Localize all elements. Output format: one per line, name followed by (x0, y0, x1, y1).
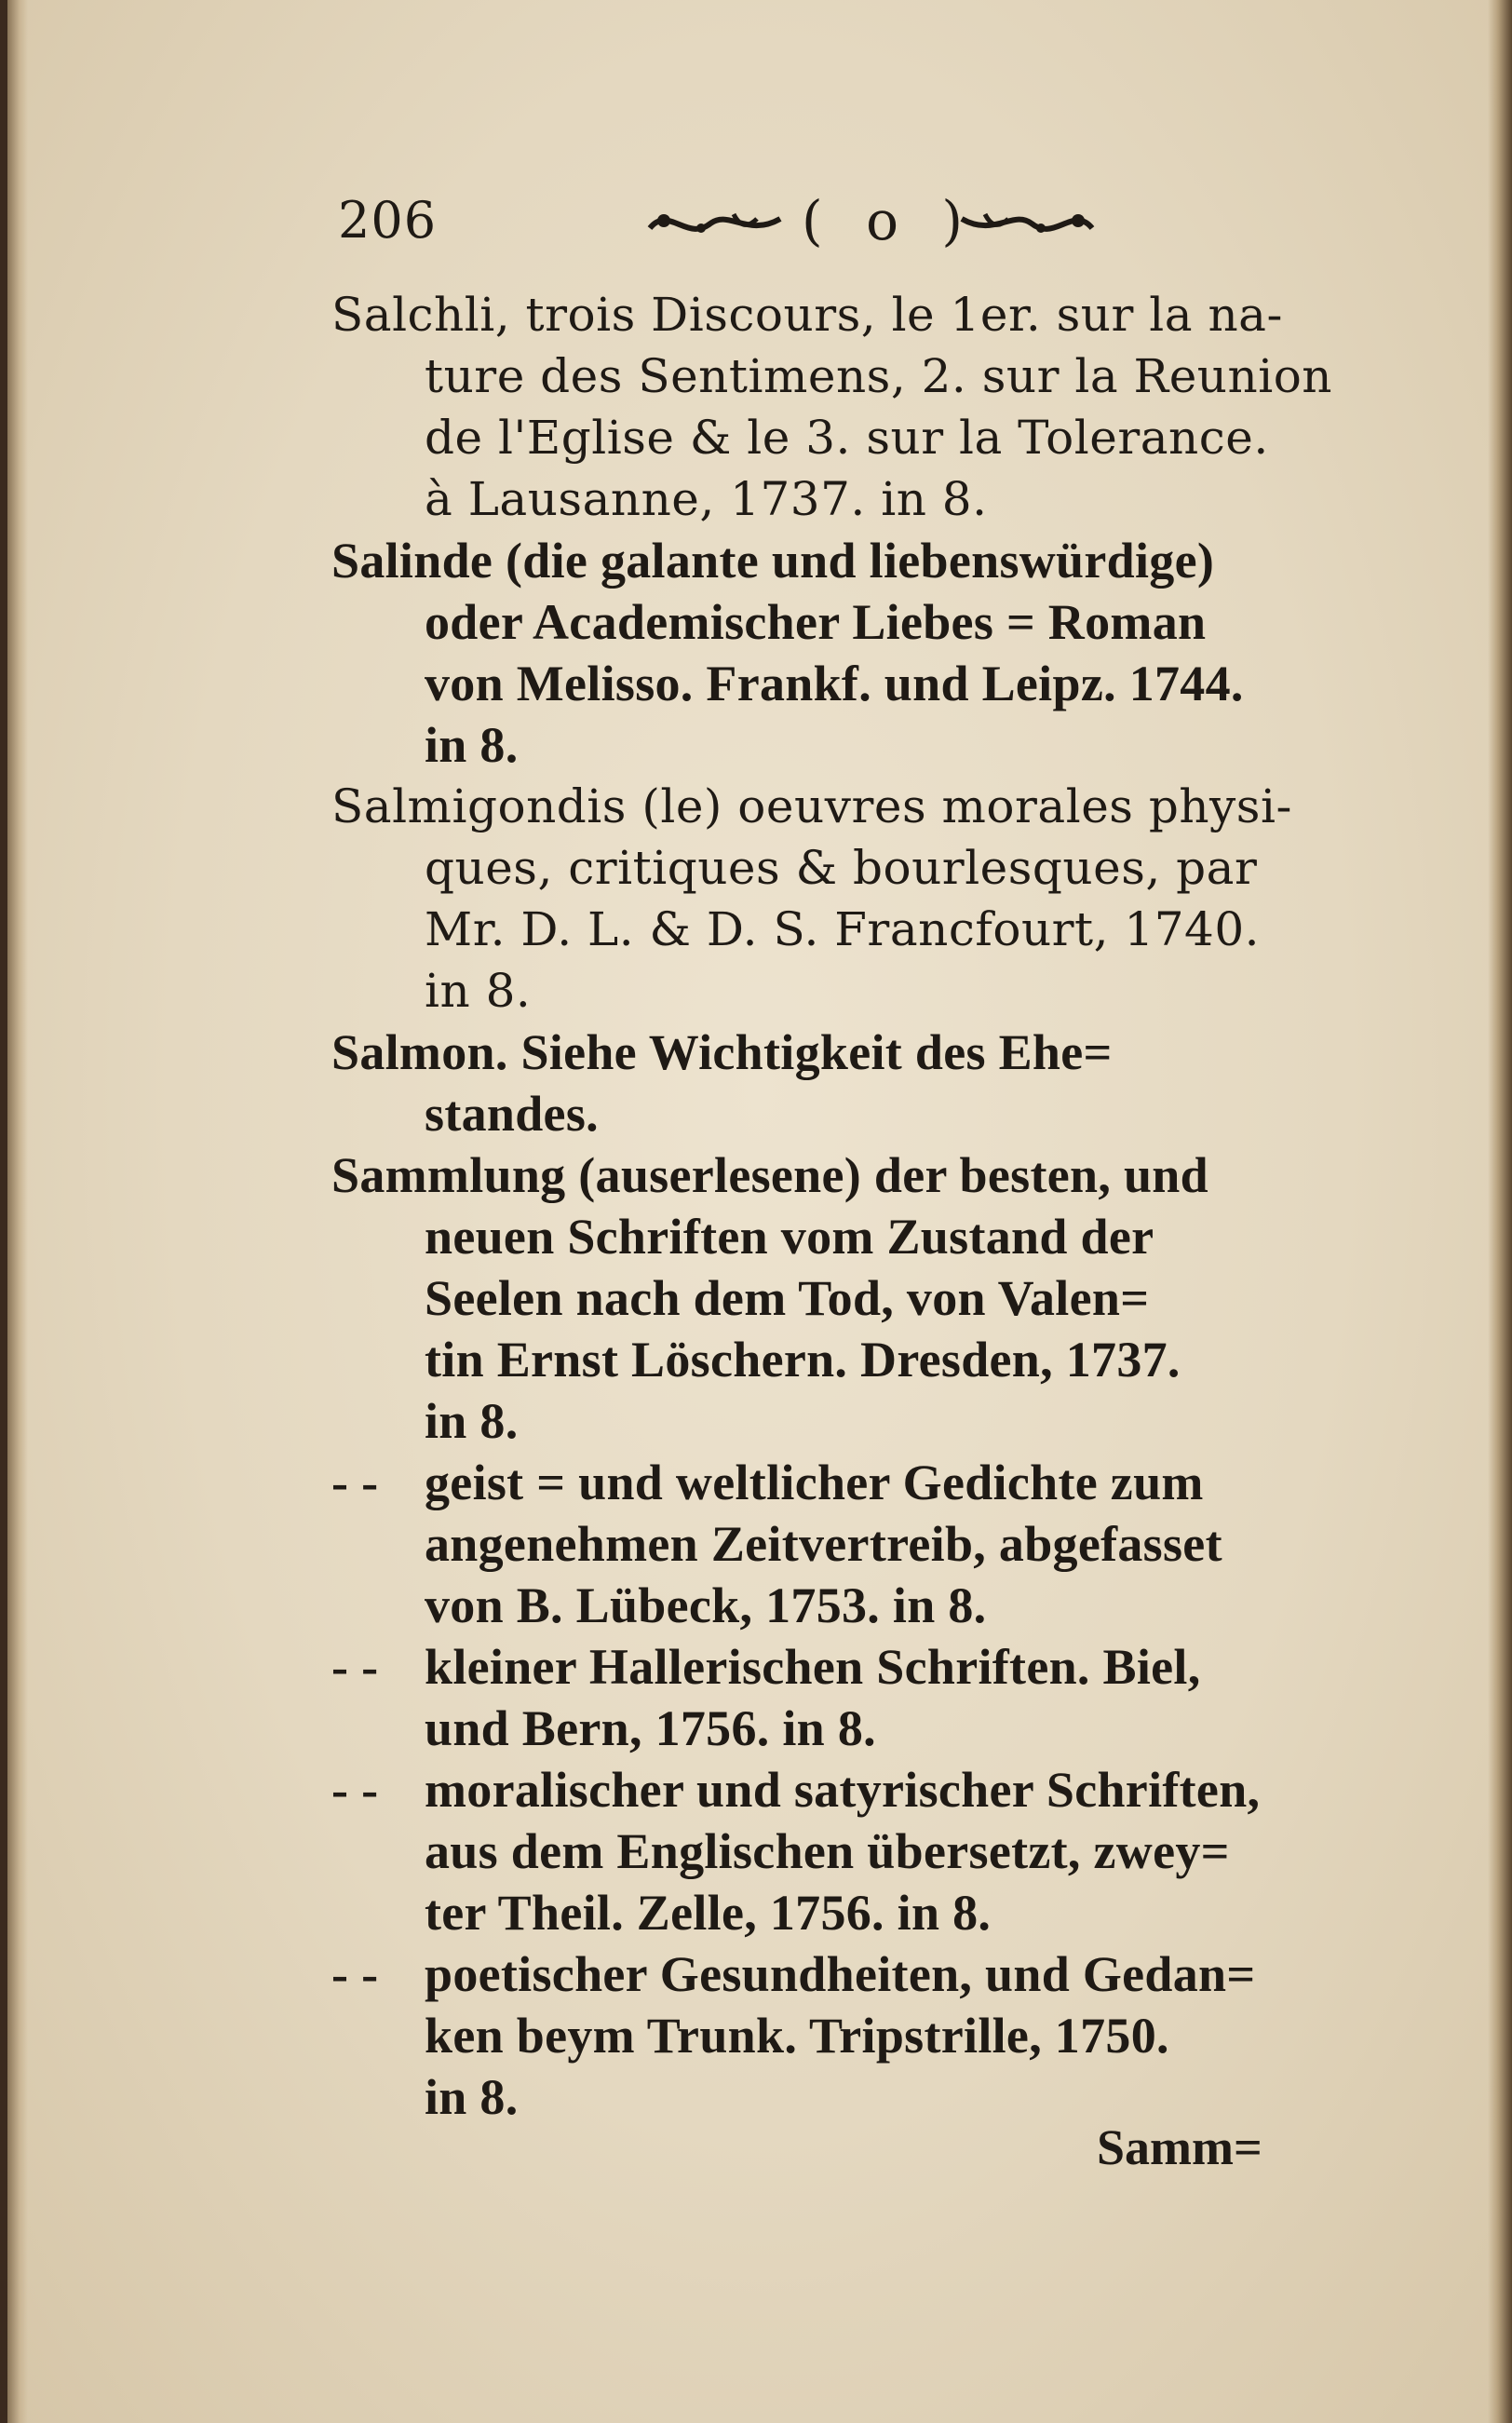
catchword: Samm= (1097, 2119, 1262, 2175)
entry-line: oder Academischer Liebes = Roman (425, 594, 1207, 650)
entry-line: ter Theil. Zelle, 1756. in 8. (425, 1885, 992, 1941)
ditto-dash: - - (331, 1455, 379, 1510)
entry-line: in 8. (425, 964, 532, 1018)
entry-line: aus dem Englischen übersetzt, zwey= (425, 1823, 1230, 1879)
entry-line: Mr. D. L. & D. S. Francfourt, 1740. (425, 902, 1261, 956)
entry-line: Salmigondis (le) oeuvres morales physi- (331, 779, 1292, 833)
entry-sammlung-moralischer (331, 1759, 1374, 1943)
entry-sammlung-poetischer (331, 1943, 1374, 2128)
catalogue-entries (331, 284, 1374, 2128)
entry-line: Sammlung (auserlesene) der besten, und (331, 1147, 1208, 1203)
entry-line: de l'Eglise & le 3. sur la Tolerance. (425, 411, 1269, 465)
entry-line: à Lausanne, 1737. in 8. (425, 472, 988, 526)
entry-line: tin Ernst Löschern. Dresden, 1737. (425, 1332, 1181, 1387)
running-header (338, 191, 1101, 265)
page-marker: ( o ) (802, 189, 977, 252)
ornament-right-icon (957, 200, 1097, 247)
entry-line: in 8. (425, 717, 519, 773)
page-edge-left (7, 0, 28, 2423)
entry-line: neuen Schriften vom Zustand der (425, 1209, 1154, 1265)
entry-sammlung (331, 1144, 1374, 1452)
book-page (7, 0, 1512, 2423)
ditto-dash: - - (331, 1762, 379, 1818)
ornament-left-icon (645, 200, 785, 247)
entry-salinde (331, 530, 1374, 776)
entry-line: Salinde (die galante und liebenswürdige) (331, 533, 1215, 589)
entry-sammlung-haller (331, 1636, 1374, 1759)
page-edge-right (1488, 0, 1512, 2423)
entry-sammlung-gedichte (331, 1452, 1374, 1636)
entry-salmon (331, 1022, 1374, 1144)
ditto-dash: - - (331, 1639, 379, 1695)
entry-line: poetischer Gesundheiten, und Gedan= (425, 1946, 1256, 2002)
entry-line: Salchli, trois Discours, le 1er. sur la na- (331, 288, 1283, 342)
entry-line: standes. (425, 1086, 599, 1142)
entry-line: in 8. (425, 2069, 519, 2125)
entry-line: in 8. (425, 1393, 519, 1449)
entry-line: ken beym Trunk. Tripstrille, 1750. (425, 2008, 1169, 2064)
entry-line: angenehmen Zeitvertreib, abgefasset (425, 1516, 1222, 1572)
entry-line: Seelen nach dem Tod, von Valen= (425, 1270, 1150, 1326)
entry-line: ques, critiques & bourlesques, par (425, 841, 1258, 895)
entry-salchli (331, 284, 1374, 530)
entry-line: geist = und weltlicher Gedichte zum (425, 1455, 1204, 1510)
entry-line: von B. Lübeck, 1753. in 8. (425, 1577, 987, 1633)
entry-line: moralischer und satyrischer Schriften, (425, 1762, 1261, 1818)
entry-line: kleiner Hallerischen Schriften. Biel, (425, 1639, 1201, 1695)
entry-line: ture des Sentimens, 2. sur la Reunion (425, 349, 1332, 403)
entry-line: Salmon. Siehe Wichtigkeit des Ehe= (331, 1024, 1113, 1080)
ditto-dash: - - (331, 1946, 379, 2002)
entry-line: und Bern, 1756. in 8. (425, 1700, 876, 1756)
page-number: 206 (338, 191, 438, 250)
entry-salmigondis (331, 776, 1374, 1022)
entry-line: von Melisso. Frankf. und Leipz. 1744. (425, 656, 1244, 711)
